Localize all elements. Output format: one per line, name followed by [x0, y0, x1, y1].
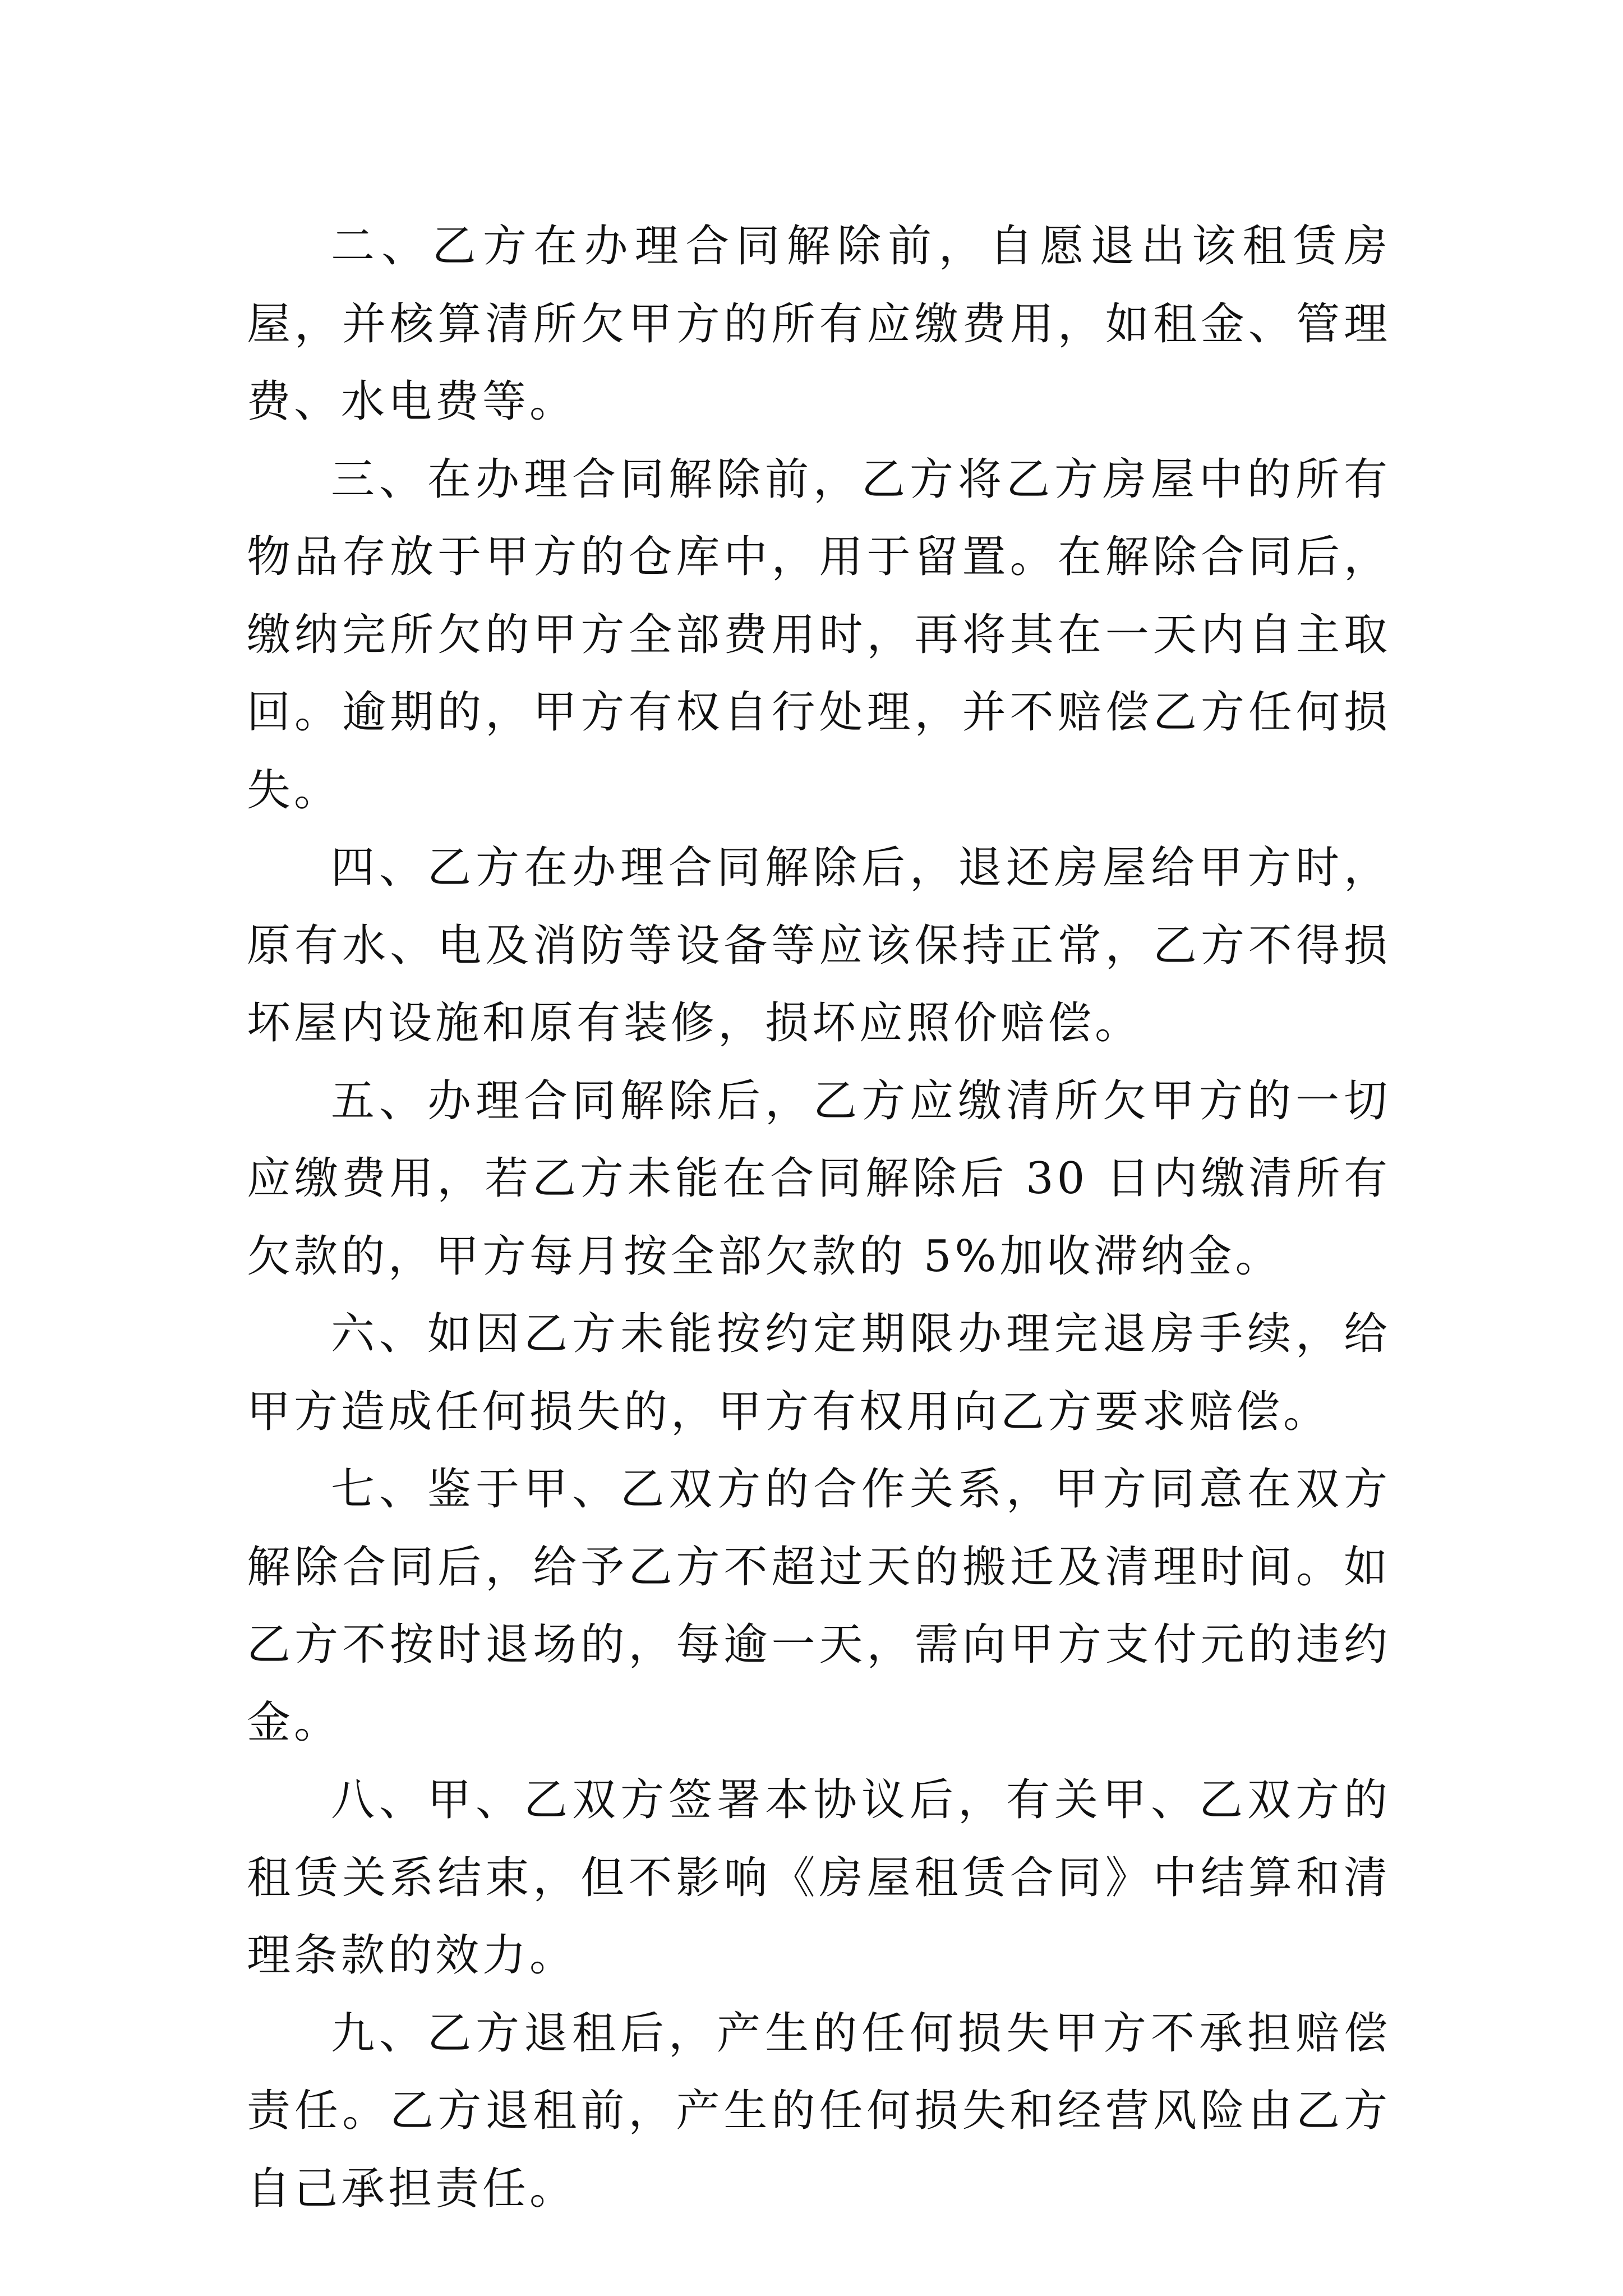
clause-9: 九、乙方退租后，产生的任何损失甲方不承担赔偿责任。乙方退租前，产生的任何损失和经营风险由乙方自己承担责任。	[247, 2008, 1391, 2214]
clause-5: 五、办理合同解除后，乙方应缴清所欠甲方的一切应缴费用，若乙方未能在合同解除后 30 日内缴清所有欠款的，甲方每月按全部欠款的 5%加收滞纳金。	[247, 1075, 1391, 1282]
document-body	[247, 208, 1391, 2228]
clause-4: 四、乙方在办理合同解除后，退还房屋给甲方时，原有水、电及消防等设备等应该保持正常，乙方不得损坏屋内设施和原有装修，损坏应照价赔偿。	[247, 843, 1391, 1048]
clause-7: 七、鉴于甲、乙双方的合作关系，甲方同意在双方解除合同后，给予乙方不超过天的搬迁及清理时间。如乙方不按时退场的，每逾一天，需向甲方支付元的违约金。	[247, 1464, 1391, 1748]
clause-8: 八、甲、乙双方签署本协议后，有关甲、乙双方的租赁关系结束，但不影响《房屋租赁合同》中结算和清理条款的效力。	[247, 1775, 1391, 1981]
clause-3: 三、在办理合同解除前，乙方将乙方房屋中的所有物品存放于甲方的仓库中，用于留置。在解除合同后，缴纳完所欠的甲方全部费用时，再将其在一天内自主取回。逾期的，甲方有权自行处理，并不赔偿乙方任何损失。	[247, 454, 1391, 816]
clause-6: 六、如因乙方未能按约定期限办理完退房手续，给甲方造成任何损失的，甲方有权用向乙方要求赔偿。	[247, 1309, 1391, 1437]
clause-2: 二、乙方在办理合同解除前，自愿退出该租赁房屋，并核算清所欠甲方的所有应缴费用，如租金、管理费、水电费等。	[247, 221, 1391, 427]
